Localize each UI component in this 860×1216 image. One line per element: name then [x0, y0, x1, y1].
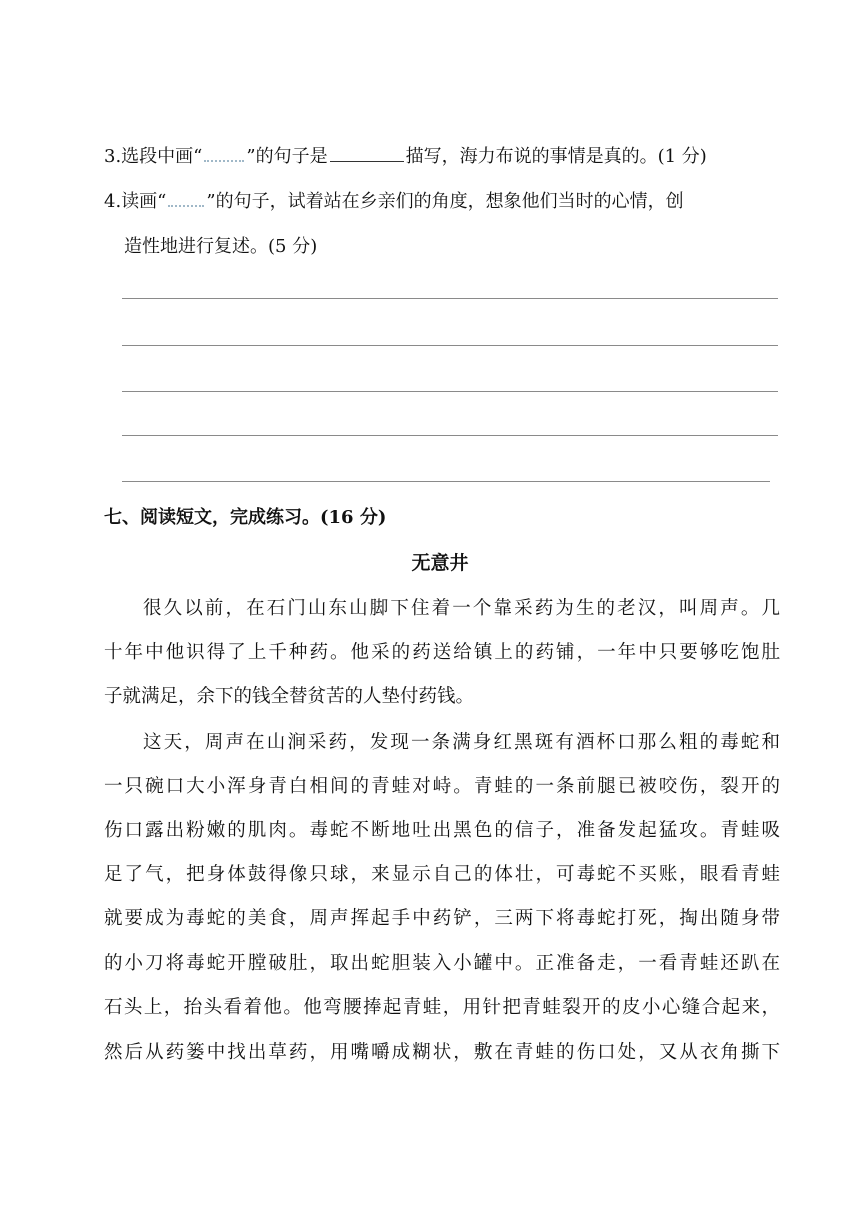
passage-line: 一只碗口大小浑身青白相间的青蛙对峙。青蛙的一条前腿已被咬伤，裂开的	[104, 776, 780, 797]
question-3-answer-blank[interactable]	[330, 145, 404, 162]
question-3-text-start: 3.选段中画“	[104, 146, 203, 167]
question-3-text-middle: ”的句子是	[246, 146, 328, 167]
passage-line: 的小刀将毒蛇开膛破肚，取出蛇胆装入小罐中。正准备走，一看青蛙还趴在	[104, 953, 780, 974]
passage-line: 然后从药篓中找出草药，用嘴嚼成糊状，敷在青蛙的伤口处，又从衣角撕下	[104, 1042, 780, 1063]
passage-line: 很久以前，在石门山东山脚下住着一个靠采药为生的老汉，叫周声。几	[143, 598, 780, 619]
passage-title: 无意井	[411, 552, 469, 574]
section-title: 七、阅读短文，完成练习。(16 分)	[104, 507, 387, 528]
answer-line[interactable]	[122, 298, 778, 299]
passage-line: 伤口露出粉嫩的肌肉。毒蛇不断地吐出黑色的信子，准备发起猛攻。青蛙吸	[104, 820, 780, 841]
question-4-line-2: 造性地进行复述。(5 分)	[124, 236, 318, 257]
question-3	[104, 145, 707, 169]
wavy-underline-mark	[204, 146, 244, 162]
answer-line[interactable]	[122, 435, 778, 436]
question-4-text-start: 4.读画“	[104, 191, 167, 212]
answer-line[interactable]	[122, 481, 770, 482]
passage-line: 就要成为毒蛇的美食，周声挥起手中药铲，三两下将毒蛇打死，掏出随身带	[104, 908, 780, 929]
answer-line[interactable]	[122, 391, 778, 392]
answer-line[interactable]	[122, 345, 778, 346]
passage-line: 这天，周声在山涧采药，发现一条满身红黑斑有酒杯口那么粗的毒蛇和	[143, 732, 780, 753]
passage-line: 石头上，抬头看着他。他弯腰捧起青蛙，用针把青蛙裂开的皮小心缝合起来，	[104, 997, 780, 1018]
question-4	[104, 190, 684, 214]
question-3-text-end: 描写，海力布说的事情是真的。(1 分)	[405, 146, 707, 167]
passage-line: 足了气，把身体鼓得像只球，来显示自己的体壮，可毒蛇不买账，眼看青蛙	[104, 864, 780, 885]
passage-line: 子就满足，余下的钱全替贫苦的人垫付药钱。	[104, 686, 475, 707]
wavy-underline-mark	[168, 191, 204, 207]
passage-line: 十年中他识得了上千种药。他采的药送给镇上的药铺，一年中只要够吃饱肚	[104, 642, 780, 663]
question-4-text-end: ”的句子，试着站在乡亲们的角度，想象他们当时的心情，创	[206, 191, 684, 212]
